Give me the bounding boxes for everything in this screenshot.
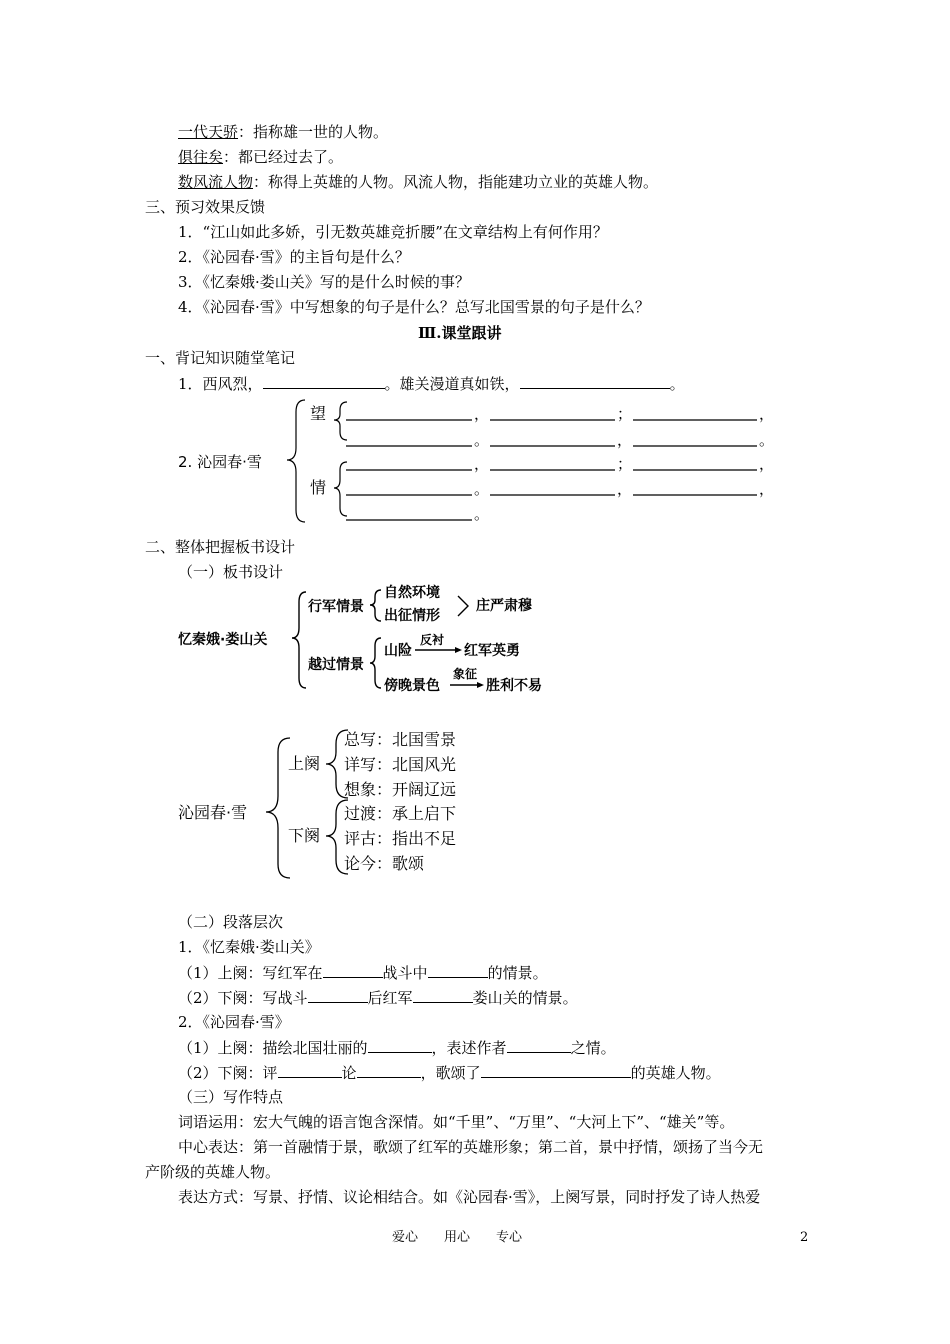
diagram2-upper: 上阕: [288, 754, 321, 773]
paragraph-line: 中心表达：第一首融情于景，歌颂了红军的英雄形象；第二首，景中抒情，颂扬了当今无: [178, 1138, 764, 1156]
text: 。: [669, 375, 685, 393]
label-wang: 望: [310, 404, 327, 423]
diagram1-branch2: 越过情景: [308, 657, 364, 673]
diagram2-item: 想象：开阔辽远: [344, 780, 457, 799]
punct: ，: [474, 405, 490, 423]
text: 之情。: [570, 1039, 616, 1057]
text: （2）下阕：写战斗: [178, 989, 308, 1007]
blank: [507, 1037, 571, 1053]
punct: ，: [759, 480, 775, 498]
text: （1）上阕：写红军在: [178, 964, 323, 982]
diagram2-item: 过渡：承上启下: [344, 804, 457, 823]
vocab-def: ：指称雄一世的人物。: [238, 123, 389, 141]
blank: [428, 962, 488, 978]
blank: [278, 1062, 342, 1078]
page-number: 2: [800, 1230, 809, 1245]
vocab-term: 俱往矣: [178, 148, 224, 166]
fill-line: [178, 1062, 721, 1083]
subsection-title: （一）板书设计: [178, 563, 284, 581]
blank: [323, 962, 383, 978]
punct: ，: [474, 455, 490, 473]
blank: [413, 987, 473, 1003]
text: 的英雄人物。: [630, 1064, 721, 1082]
diagram1-arrow-label: 反衬: [420, 633, 445, 647]
fill-line: [178, 987, 578, 1008]
question: 3．《忆秦娥·娄山关》写的是什么时候的事？: [178, 273, 470, 291]
poem-title: 1．《忆秦娥·娄山关》: [178, 938, 320, 956]
section-title: 三、预习效果反馈: [145, 198, 266, 216]
diagram1-to: 胜利不易: [486, 678, 542, 694]
paragraph-line: 表达方式：写景、抒情、议论相结合。如《沁园春·雪》，上阕写景，同时抒发了诗人热爱: [178, 1188, 761, 1206]
text: （1）上阕：描绘北国壮丽的: [178, 1039, 368, 1057]
section-title: 二、整体把握板书设计: [145, 538, 296, 556]
paragraph-line: 词语运用：宏大气魄的语言饱含深情。如“千里”、“万里”、“大河上下”、“雄关”等。: [178, 1113, 735, 1131]
punct: 。: [474, 480, 490, 498]
part-title: Ⅲ.课堂跟讲: [418, 324, 502, 342]
subsection-title: （三）写作特点: [178, 1088, 284, 1106]
question: 1．“江山如此多娇，引无数英雄竞折腰”在文章结构上有何作用？: [178, 223, 608, 241]
question: 4．《沁园春·雪》中写想象的句子是什么？总写北国雪景的句子是什么？: [178, 298, 650, 316]
text: 的情景。: [487, 964, 548, 982]
section-title: 一、背记知识随堂笔记: [145, 349, 296, 367]
text: ，表述作者: [431, 1039, 507, 1057]
label-qing: 情: [310, 478, 327, 497]
diagram2-item: 详写：北国风光: [344, 755, 457, 774]
text: ，歌颂了: [420, 1064, 481, 1082]
diagram1-from: 山险: [384, 643, 412, 659]
text: 娄山关的情景。: [472, 989, 578, 1007]
vocab-def: ：都已经过去了。: [223, 148, 344, 166]
punct: ；: [617, 405, 633, 423]
diagram1-item: 出征情形: [384, 608, 440, 624]
text: 论: [341, 1064, 357, 1082]
diagram1-from: 傍晚景色: [384, 678, 440, 694]
diagram2-lower: 下阕: [288, 826, 321, 845]
punct: ，: [759, 455, 775, 473]
diagram1-item: 自然环境: [384, 585, 440, 601]
diagram2-root: 沁园春·雪: [178, 803, 248, 822]
blank: [368, 1037, 432, 1053]
vocab-term: 数风流人物: [178, 173, 254, 191]
blank: [481, 1062, 631, 1078]
vocab-def: ：称得上英雄的人物。风流人物，指能建功立业的英雄人物。: [253, 173, 659, 191]
text: 。雄关漫道真如铁，: [384, 375, 520, 393]
text: （2）下阕：评: [178, 1064, 278, 1082]
question: 2．《沁园春·雪》的主旨句是什么？: [178, 248, 410, 266]
punct: ，: [617, 431, 633, 449]
blank: [308, 987, 368, 1003]
diagram1-branch1: 行军情景: [308, 599, 364, 615]
text: 后红军: [367, 989, 413, 1007]
brace-root-label: 2. 沁园春·雪: [178, 453, 262, 471]
diagram2-item: 评古：指出不足: [344, 829, 457, 848]
diagram1-to: 红军英勇: [464, 643, 520, 659]
punct: 。: [759, 431, 775, 449]
diagram2-item: 总写：北国雪景: [344, 730, 457, 749]
diagram1-root: 忆秦娥·娄山关: [178, 632, 268, 648]
text: 1．西风烈，: [178, 375, 263, 393]
punct: 。: [474, 505, 490, 523]
diagram1-result: 庄严肃穆: [476, 598, 532, 614]
vocab-term: 一代天骄: [178, 123, 239, 141]
punct: ，: [617, 480, 633, 498]
paragraph-line: 产阶级的英雄人物。: [145, 1163, 281, 1181]
diagram1-arrow-label: 象征: [453, 667, 478, 681]
fill-line: [178, 962, 548, 983]
diagram2-item: 论今：歌颂: [344, 854, 425, 873]
poem-title: 2．《沁园春·雪》: [178, 1013, 290, 1031]
punct: ；: [617, 455, 633, 473]
punct: ，: [759, 405, 775, 423]
text: 战斗中: [382, 964, 428, 982]
fill-line: [178, 1037, 616, 1058]
footer-motto: 爱心 用心 专心: [392, 1230, 523, 1245]
blank: [357, 1062, 421, 1078]
punct: 。: [474, 431, 490, 449]
subsection-title: （二）段落层次: [178, 913, 284, 931]
